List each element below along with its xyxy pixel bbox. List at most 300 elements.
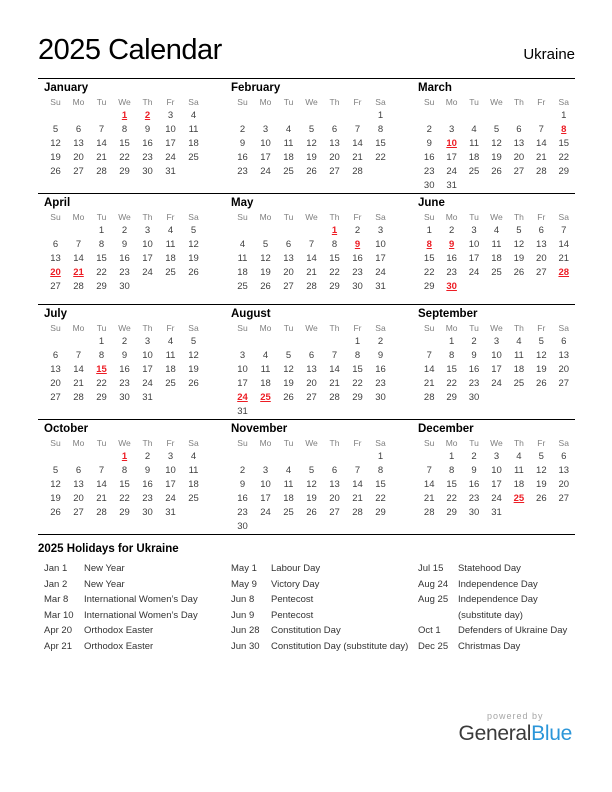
- empty-cell: [463, 179, 485, 193]
- day-march-9: 9: [426, 138, 432, 149]
- day-december-6: 6: [561, 451, 567, 462]
- week-row: [418, 377, 575, 391]
- day-september-30: 30: [468, 392, 480, 403]
- day-may-5: 5: [262, 239, 269, 250]
- month-june: [412, 196, 575, 304]
- holiday-row: [44, 639, 225, 655]
- weekday-label: Th: [513, 438, 524, 448]
- holiday-date: Jul 15: [418, 563, 444, 574]
- empty-cell: [136, 280, 159, 294]
- week-row: [231, 478, 412, 492]
- month-october: [38, 422, 225, 534]
- week-row: [44, 123, 225, 137]
- day-august-22: 22: [352, 378, 363, 389]
- weekday-header-row: [418, 211, 575, 224]
- weekday-label: Tu: [283, 438, 294, 448]
- day-november-28: 28: [352, 507, 363, 518]
- day-september-21: 21: [423, 378, 435, 389]
- day-july-26: 26: [188, 378, 199, 389]
- weekday-label: We: [305, 323, 318, 333]
- empty-cell: [254, 335, 277, 349]
- day-september-17: 17: [491, 364, 502, 375]
- day-july-4: 4: [167, 336, 174, 347]
- day-november-9: 9: [239, 479, 246, 490]
- weekday-header-row: [44, 437, 225, 450]
- day-june-3: 3: [471, 225, 477, 236]
- holiday-name: International Women’s Day: [84, 609, 198, 621]
- weekday-label: Mo: [445, 323, 458, 333]
- weekday-header-row: [44, 322, 225, 335]
- weekday-label: Th: [142, 323, 153, 333]
- holiday-name: Pentecost: [271, 609, 314, 621]
- day-november-4: 4: [285, 465, 292, 476]
- day-july-24: 24: [142, 378, 153, 389]
- week-row: [418, 349, 575, 363]
- week-row: [418, 280, 575, 294]
- weekday-label: Sa: [188, 438, 199, 448]
- weekday-label: Mo: [72, 97, 85, 107]
- empty-cell: [182, 391, 205, 405]
- week-row: [418, 391, 575, 405]
- day-september-4: 4: [516, 336, 522, 347]
- day-july-27: 27: [50, 392, 61, 403]
- day-april-24: 24: [142, 267, 153, 278]
- day-may-6: 6: [285, 239, 292, 250]
- day-april-29: 29: [96, 281, 107, 292]
- weekday-header-row: [418, 437, 575, 450]
- weekday-label: Sa: [375, 97, 386, 107]
- weekday-label: Mo: [72, 323, 85, 333]
- empty-cell: [231, 335, 254, 349]
- day-october-9: 9: [144, 465, 151, 476]
- weekday-label: Su: [237, 212, 248, 222]
- day-may-14: 14: [306, 253, 317, 264]
- day-november-18: 18: [283, 493, 294, 504]
- quarter-row-3: [38, 304, 575, 419]
- day-september-8: 8: [448, 350, 455, 361]
- day-july-21: 21: [73, 378, 84, 389]
- day-january-29: 29: [119, 166, 130, 177]
- holiday-date: Jun 30: [231, 640, 260, 652]
- calendar-grid: [38, 78, 575, 535]
- day-march-8: 8: [561, 124, 567, 135]
- day-july-12: 12: [188, 350, 199, 361]
- day-september-3: 3: [493, 336, 500, 347]
- day-april-19: 19: [188, 253, 199, 264]
- day-december-1: 1: [448, 451, 455, 462]
- day-april-7: 7: [75, 239, 82, 250]
- day-may-30: 30: [352, 281, 363, 292]
- day-october-15: 15: [119, 479, 130, 490]
- weekday-label: We: [305, 97, 318, 107]
- empty-cell: [277, 450, 300, 464]
- day-november-26: 26: [306, 507, 317, 518]
- weekday-label: Fr: [537, 438, 546, 448]
- page-title: 2025 Calendar: [38, 34, 222, 66]
- day-october-12: 12: [50, 479, 61, 490]
- holiday-row: [231, 592, 412, 608]
- day-june-2: 2: [448, 225, 455, 236]
- month-september: [412, 307, 575, 419]
- week-row: [418, 179, 575, 193]
- day-january-6: 6: [75, 124, 82, 135]
- day-january-14: 14: [96, 138, 107, 149]
- holiday-date: Aug 24: [418, 578, 449, 590]
- weekday-label: Tu: [469, 97, 479, 107]
- day-june-29: 29: [423, 281, 435, 292]
- day-february-17: 17: [260, 152, 271, 163]
- day-august-4: 4: [262, 350, 269, 361]
- weekday-label: Su: [424, 323, 435, 333]
- holiday-row: [44, 561, 225, 577]
- day-november-3: 3: [262, 465, 269, 476]
- weekday-label: Th: [513, 212, 524, 222]
- weekday-header-row: [418, 322, 575, 335]
- day-october-5: 5: [52, 465, 59, 476]
- holiday-column-2: [225, 561, 412, 654]
- day-may-3: 3: [377, 225, 384, 236]
- day-march-7: 7: [538, 124, 544, 135]
- day-september-7: 7: [426, 350, 432, 361]
- weekday-label: Tu: [96, 323, 107, 333]
- month-january: [38, 81, 225, 193]
- day-july-7: 7: [75, 350, 82, 361]
- weekday-label: Sa: [375, 438, 386, 448]
- day-march-11: 11: [469, 138, 479, 149]
- week-row: [418, 238, 575, 252]
- day-october-27: 27: [73, 507, 84, 518]
- day-january-2: 2: [144, 110, 151, 121]
- day-august-29: 29: [352, 392, 363, 403]
- day-november-13: 13: [329, 479, 340, 490]
- day-march-1: 1: [561, 110, 567, 121]
- day-december-18: 18: [513, 479, 525, 490]
- week-row: [44, 137, 225, 151]
- month-title: January: [44, 82, 89, 94]
- empty-cell: [553, 280, 575, 294]
- weekday-label: We: [490, 212, 503, 222]
- holiday-column-1: [38, 561, 225, 654]
- empty-cell: [159, 391, 182, 405]
- week-row: [44, 280, 225, 294]
- day-march-20: 20: [513, 152, 525, 163]
- day-february-13: 13: [329, 138, 340, 149]
- day-may-20: 20: [283, 267, 294, 278]
- day-october-14: 14: [96, 479, 107, 490]
- day-august-14: 14: [329, 364, 340, 375]
- day-october-26: 26: [50, 507, 61, 518]
- day-february-23: 23: [237, 166, 248, 177]
- day-february-19: 19: [306, 152, 317, 163]
- weekday-label: Fr: [353, 97, 362, 107]
- day-july-14: 14: [73, 364, 84, 375]
- empty-cell: [369, 165, 392, 179]
- day-august-1: 1: [354, 336, 361, 347]
- day-may-8: 8: [331, 239, 338, 250]
- weekday-label: Sa: [375, 212, 386, 222]
- empty-cell: [67, 450, 90, 464]
- empty-cell: [463, 109, 485, 123]
- day-august-31: 31: [237, 406, 248, 417]
- day-september-14: 14: [423, 364, 435, 375]
- day-august-3: 3: [239, 350, 246, 361]
- day-december-10: 10: [491, 465, 502, 476]
- day-november-7: 7: [354, 465, 361, 476]
- weekday-label: Su: [424, 438, 435, 448]
- day-september-29: 29: [446, 392, 457, 403]
- week-row: [44, 238, 225, 252]
- week-row: [231, 151, 412, 165]
- weekday-label: Mo: [445, 212, 458, 222]
- empty-cell: [530, 179, 552, 193]
- empty-cell: [418, 109, 440, 123]
- week-row: [44, 377, 225, 391]
- day-april-21: 21: [73, 267, 84, 278]
- day-july-29: 29: [96, 392, 107, 403]
- weekday-label: Sa: [558, 212, 569, 222]
- week-row: [44, 391, 225, 405]
- empty-cell: [553, 391, 575, 405]
- week-row: [231, 252, 412, 266]
- empty-cell: [300, 224, 323, 238]
- day-august-8: 8: [354, 350, 361, 361]
- holiday-name: Labour Day: [271, 563, 321, 574]
- day-august-30: 30: [375, 392, 386, 403]
- empty-cell: [323, 450, 346, 464]
- day-march-5: 5: [493, 124, 500, 135]
- month-title: August: [231, 308, 271, 320]
- empty-cell: [159, 280, 182, 294]
- empty-cell: [231, 109, 254, 123]
- empty-cell: [182, 280, 205, 294]
- holiday-row: [44, 608, 225, 624]
- day-august-27: 27: [306, 392, 317, 403]
- weekday-label: Su: [424, 97, 435, 107]
- weekday-label: Mo: [445, 97, 458, 107]
- weekday-label: We: [305, 212, 318, 222]
- empty-cell: [369, 520, 392, 534]
- day-december-5: 5: [538, 451, 544, 462]
- day-september-12: 12: [536, 350, 547, 361]
- day-october-31: 31: [165, 507, 176, 518]
- week-row: [418, 478, 575, 492]
- quarter-row-2: [38, 193, 575, 304]
- day-april-27: 27: [50, 281, 61, 292]
- day-november-17: 17: [260, 493, 271, 504]
- day-february-11: 11: [283, 138, 294, 149]
- day-january-25: 25: [188, 152, 199, 163]
- holiday-date: Oct 1: [418, 625, 441, 636]
- day-may-1: 1: [331, 225, 338, 236]
- day-september-10: 10: [491, 350, 502, 361]
- day-december-17: 17: [491, 479, 502, 490]
- day-february-15: 15: [375, 138, 386, 149]
- empty-cell: [485, 280, 507, 294]
- day-october-25: 25: [188, 493, 199, 504]
- day-january-27: 27: [73, 166, 84, 177]
- empty-cell: [277, 405, 300, 419]
- day-september-26: 26: [536, 378, 547, 389]
- week-row: [231, 520, 412, 534]
- empty-cell: [67, 335, 90, 349]
- weekday-label: Tu: [283, 212, 294, 222]
- day-april-17: 17: [142, 253, 153, 264]
- day-june-7: 7: [561, 225, 567, 236]
- empty-cell: [485, 391, 507, 405]
- week-row: [231, 109, 412, 123]
- week-row: [44, 492, 225, 506]
- day-june-13: 13: [536, 239, 547, 250]
- weekday-label: Fr: [353, 323, 362, 333]
- day-october-10: 10: [165, 465, 176, 476]
- week-row: [231, 266, 412, 280]
- weekday-label: Tu: [283, 323, 294, 333]
- weekday-label: Sa: [188, 323, 199, 333]
- day-july-18: 18: [165, 364, 176, 375]
- weekday-label: Su: [50, 323, 61, 333]
- day-november-24: 24: [260, 507, 271, 518]
- day-november-10: 10: [260, 479, 271, 490]
- day-january-23: 23: [142, 152, 153, 163]
- weekday-label: Tu: [96, 97, 107, 107]
- day-september-16: 16: [468, 364, 480, 375]
- day-march-25: 25: [468, 166, 480, 177]
- day-january-12: 12: [50, 138, 61, 149]
- day-october-22: 22: [119, 493, 130, 504]
- holiday-name: Statehood Day: [458, 563, 521, 574]
- day-may-23: 23: [352, 267, 363, 278]
- day-october-18: 18: [188, 479, 199, 490]
- day-september-6: 6: [561, 336, 567, 347]
- week-row: [44, 165, 225, 179]
- day-june-23: 23: [446, 267, 457, 278]
- day-may-17: 17: [375, 253, 386, 264]
- empty-cell: [485, 179, 507, 193]
- weekday-label: Tu: [469, 438, 479, 448]
- empty-cell: [254, 520, 277, 534]
- week-row: [44, 506, 225, 520]
- weekday-label: Sa: [375, 323, 386, 333]
- day-may-13: 13: [283, 253, 294, 264]
- day-september-11: 11: [513, 350, 524, 361]
- day-august-24: 24: [237, 392, 248, 403]
- day-june-5: 5: [516, 225, 522, 236]
- week-row: [418, 506, 575, 520]
- day-april-8: 8: [98, 239, 105, 250]
- weekday-label: Su: [50, 438, 61, 448]
- weekday-label: Su: [50, 212, 61, 222]
- day-august-17: 17: [237, 378, 248, 389]
- week-row: [44, 252, 225, 266]
- week-row: [418, 165, 575, 179]
- day-january-16: 16: [142, 138, 153, 149]
- holiday-name: Defenders of Ukraine Day: [458, 625, 568, 636]
- day-july-16: 16: [119, 364, 130, 375]
- week-row: [418, 335, 575, 349]
- day-march-29: 29: [558, 166, 570, 177]
- day-may-16: 16: [352, 253, 363, 264]
- day-july-15: 15: [96, 364, 107, 375]
- month-august: [225, 307, 412, 419]
- weekday-label: Fr: [166, 323, 175, 333]
- weekday-label: Mo: [445, 438, 458, 448]
- day-december-19: 19: [536, 479, 547, 490]
- day-march-22: 22: [558, 152, 570, 163]
- week-row: [44, 335, 225, 349]
- day-may-15: 15: [329, 253, 340, 264]
- day-june-18: 18: [491, 253, 502, 264]
- day-june-19: 19: [513, 253, 525, 264]
- day-november-27: 27: [329, 507, 340, 518]
- logo-text-general: General: [458, 722, 532, 745]
- holiday-name: International Women’s Day: [84, 594, 198, 605]
- empty-cell: [323, 109, 346, 123]
- holiday-row: [418, 639, 575, 655]
- day-july-9: 9: [121, 350, 128, 361]
- weekday-label: Th: [142, 438, 153, 448]
- region-label: Ukraine: [523, 46, 575, 63]
- holiday-name: New Year: [84, 563, 125, 574]
- day-february-18: 18: [283, 152, 294, 163]
- day-march-15: 15: [558, 138, 570, 149]
- day-july-31: 31: [142, 392, 153, 403]
- weekday-label: Th: [142, 212, 153, 222]
- day-april-9: 9: [121, 239, 128, 250]
- day-may-2: 2: [354, 225, 361, 236]
- week-row: [418, 492, 575, 506]
- empty-cell: [300, 520, 323, 534]
- day-january-4: 4: [190, 110, 197, 121]
- empty-cell: [254, 109, 277, 123]
- day-july-22: 22: [96, 378, 107, 389]
- holidays-title: 2025 Holidays for Ukraine: [38, 543, 179, 555]
- day-march-24: 24: [446, 166, 457, 177]
- day-january-8: 8: [121, 124, 128, 135]
- day-june-6: 6: [538, 225, 544, 236]
- empty-cell: [530, 506, 552, 520]
- holiday-name: Christmas Day: [458, 640, 521, 652]
- week-row: [44, 478, 225, 492]
- day-june-21: 21: [558, 253, 570, 264]
- day-february-16: 16: [237, 152, 248, 163]
- day-february-27: 27: [329, 166, 340, 177]
- weekday-label: Sa: [558, 438, 569, 448]
- weekday-header-row: [231, 96, 412, 109]
- empty-cell: [90, 450, 113, 464]
- holiday-date: Apr 21: [44, 640, 72, 652]
- footer: [459, 711, 572, 746]
- day-november-25: 25: [283, 507, 294, 518]
- holiday-date: Aug 25: [418, 594, 449, 605]
- day-october-4: 4: [190, 451, 197, 462]
- day-august-28: 28: [329, 392, 340, 403]
- day-october-1: 1: [121, 451, 128, 462]
- holiday-row: [44, 623, 225, 639]
- day-june-15: 15: [423, 253, 435, 264]
- empty-cell: [369, 405, 392, 419]
- weekday-label: Sa: [188, 97, 199, 107]
- weekday-label: We: [490, 97, 503, 107]
- weekday-label: Su: [237, 438, 248, 448]
- holiday-row: [418, 623, 575, 639]
- day-march-12: 12: [491, 138, 502, 149]
- day-january-24: 24: [165, 152, 176, 163]
- day-december-13: 13: [558, 465, 570, 476]
- empty-cell: [254, 405, 277, 419]
- month-title: November: [231, 423, 288, 435]
- day-december-20: 20: [558, 479, 570, 490]
- weekday-label: Sa: [558, 323, 569, 333]
